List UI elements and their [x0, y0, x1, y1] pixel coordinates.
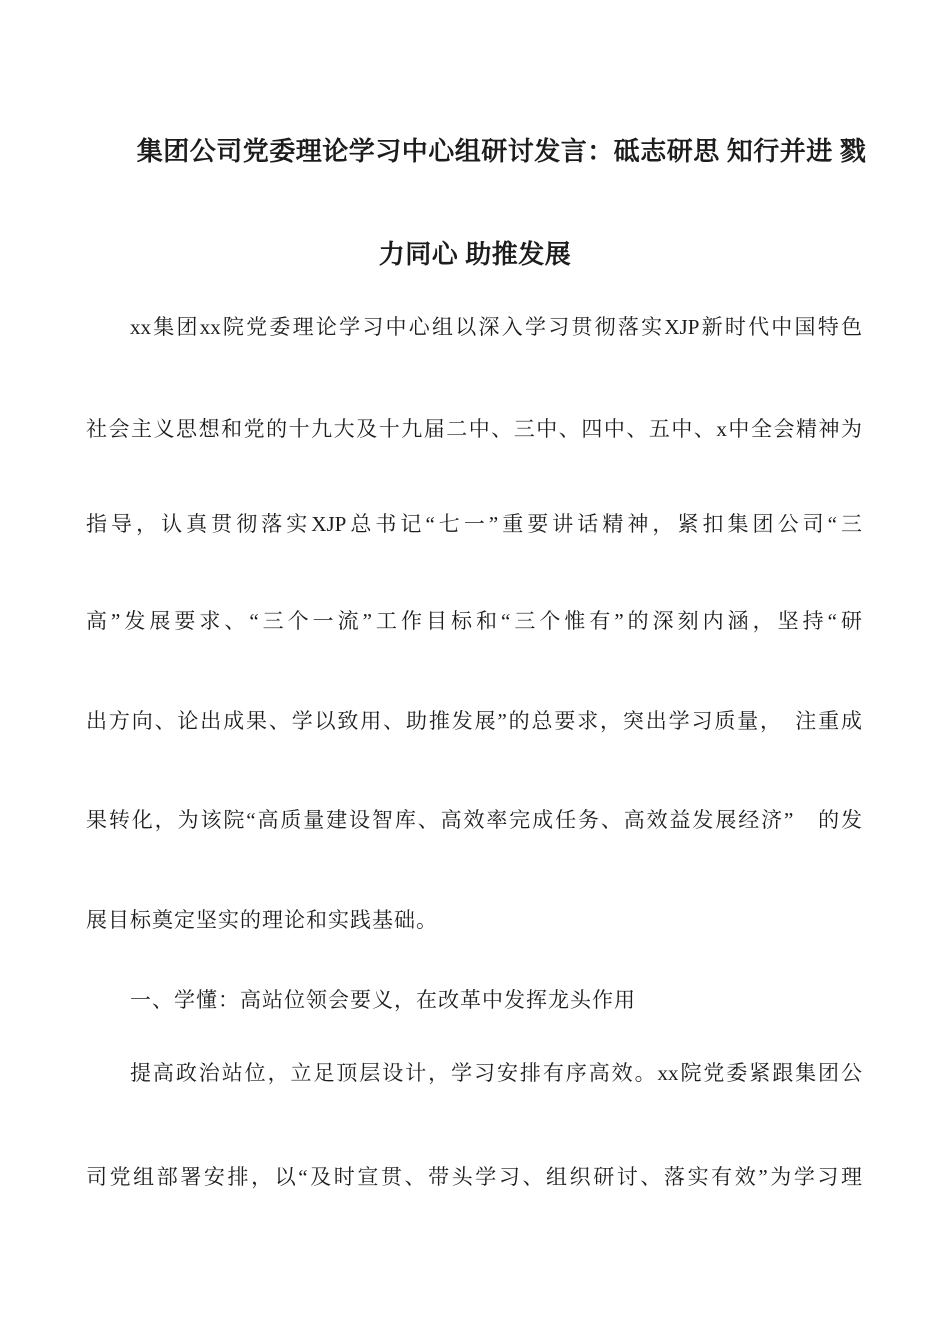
- paragraph-line: 出方向、论出成果、学以致用、助推发展”的总要求，突出学习质量， 注重成: [86, 709, 862, 733]
- page-title-line-2: 力同心 助推发展: [378, 240, 572, 269]
- paragraph-line: 社会主义思想和党的十九大及十九届二中、三中、四中、五中、x中全会精神为: [86, 417, 862, 441]
- paragraph-line: xx集团xx院党委理论学习中心组以深入学习贯彻落实XJP新时代中国特色: [130, 315, 862, 339]
- paragraph-line: 高”发展要求、“三个一流”工作目标和“三个惟有”的深刻内涵，坚持“研: [86, 609, 862, 633]
- paragraph-line: 司党组部署安排，以“及时宣贯、带头学习、组织研讨、落实有效”为学习理: [86, 1165, 862, 1189]
- paragraph-line: 展目标奠定坚实的理论和实践基础。: [86, 908, 438, 932]
- paragraph-line: 果转化，为该院“高质量建设智库、高效率完成任务、高效益发展经济” 的发: [86, 808, 862, 832]
- paragraph-line: 提高政治站位，立足顶层设计，学习安排有序高效。xx院党委紧跟集团公: [130, 1061, 862, 1085]
- paragraph-line: 指导，认真贯彻落实XJP总书记“七一”重要讲话精神，紧扣集团公司“三: [86, 512, 862, 536]
- section-heading: 一、学懂：高站位领会要义，在改革中发挥龙头作用: [130, 988, 636, 1012]
- page-title-line-1: 集团公司党委理论学习中心组研讨发言：砥志研思 知行并进 戮: [136, 137, 867, 166]
